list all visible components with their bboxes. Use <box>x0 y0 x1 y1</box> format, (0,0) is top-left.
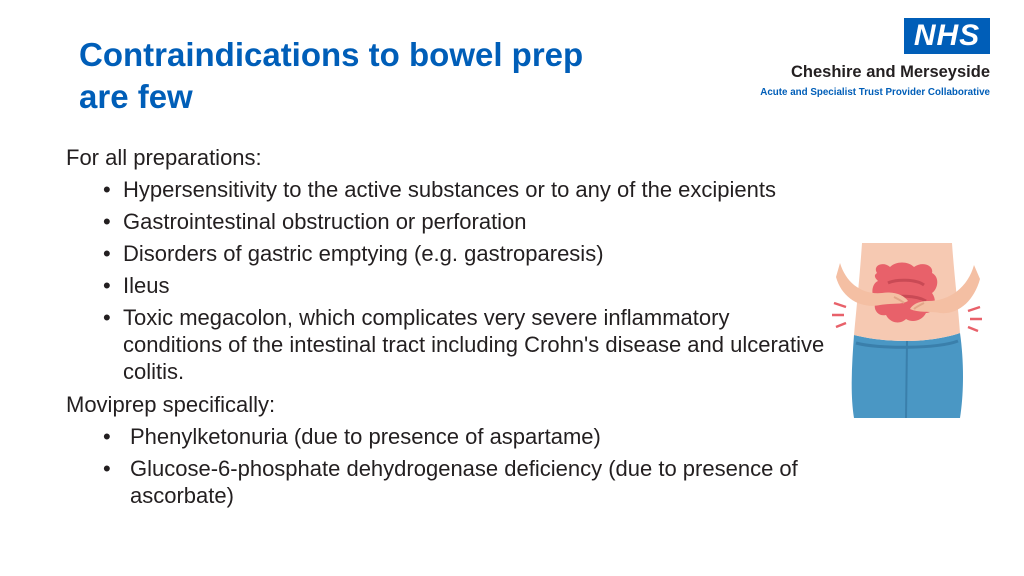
logo-subtitle: Acute and Specialist Trust Provider Collaborative <box>760 87 990 98</box>
list-item <box>66 208 883 235</box>
list-item <box>66 455 890 509</box>
slide-title-line-2: are few <box>79 78 193 115</box>
bullet-icon: • <box>103 209 111 234</box>
all-preparations-list <box>66 176 906 385</box>
list-item <box>66 423 890 450</box>
list-item-text: Ileus <box>123 273 170 298</box>
bullet-icon: • <box>103 273 111 298</box>
list-item-text: Gastrointestinal obstruction or perforation <box>123 209 527 234</box>
bullet-icon: • <box>103 241 111 266</box>
abdominal-pain-icon <box>832 243 982 418</box>
list-item-text: Toxic megacolon, which complicates very severe inflammatory conditions of the intestinal tract including Crohn's disease and ulcerative colitis. <box>123 305 825 384</box>
moviprep-list <box>66 423 906 509</box>
nhs-logo <box>730 18 990 102</box>
list-item <box>66 272 883 299</box>
nhs-badge: NHS <box>904 18 990 54</box>
list-item <box>66 176 883 203</box>
list-item <box>66 240 883 267</box>
bullet-icon: • <box>103 177 111 202</box>
list-item-text: Phenylketonuria (due to presence of aspartame) <box>130 424 601 449</box>
bullet-icon: • <box>103 305 111 330</box>
slide-title-line-1: Contraindications to bowel prep <box>79 36 584 73</box>
slide-body <box>66 144 906 509</box>
list-item <box>66 304 833 385</box>
moviprep-heading: Moviprep specifically: <box>66 392 276 417</box>
bullet-icon: • <box>103 424 111 449</box>
logo-organisation: Cheshire and Merseyside <box>791 63 990 81</box>
list-item-text: Disorders of gastric emptying (e.g. gastroparesis) <box>123 241 604 266</box>
all-preparations-heading: For all preparations: <box>66 145 262 170</box>
bullet-icon: • <box>103 456 111 481</box>
slide-title <box>79 34 699 118</box>
list-item-text: Hypersensitivity to the active substances or to any of the excipients <box>123 177 776 202</box>
list-item-text: Glucose-6-phosphate dehydrogenase deficiency (due to presence of ascorbate) <box>130 456 798 508</box>
